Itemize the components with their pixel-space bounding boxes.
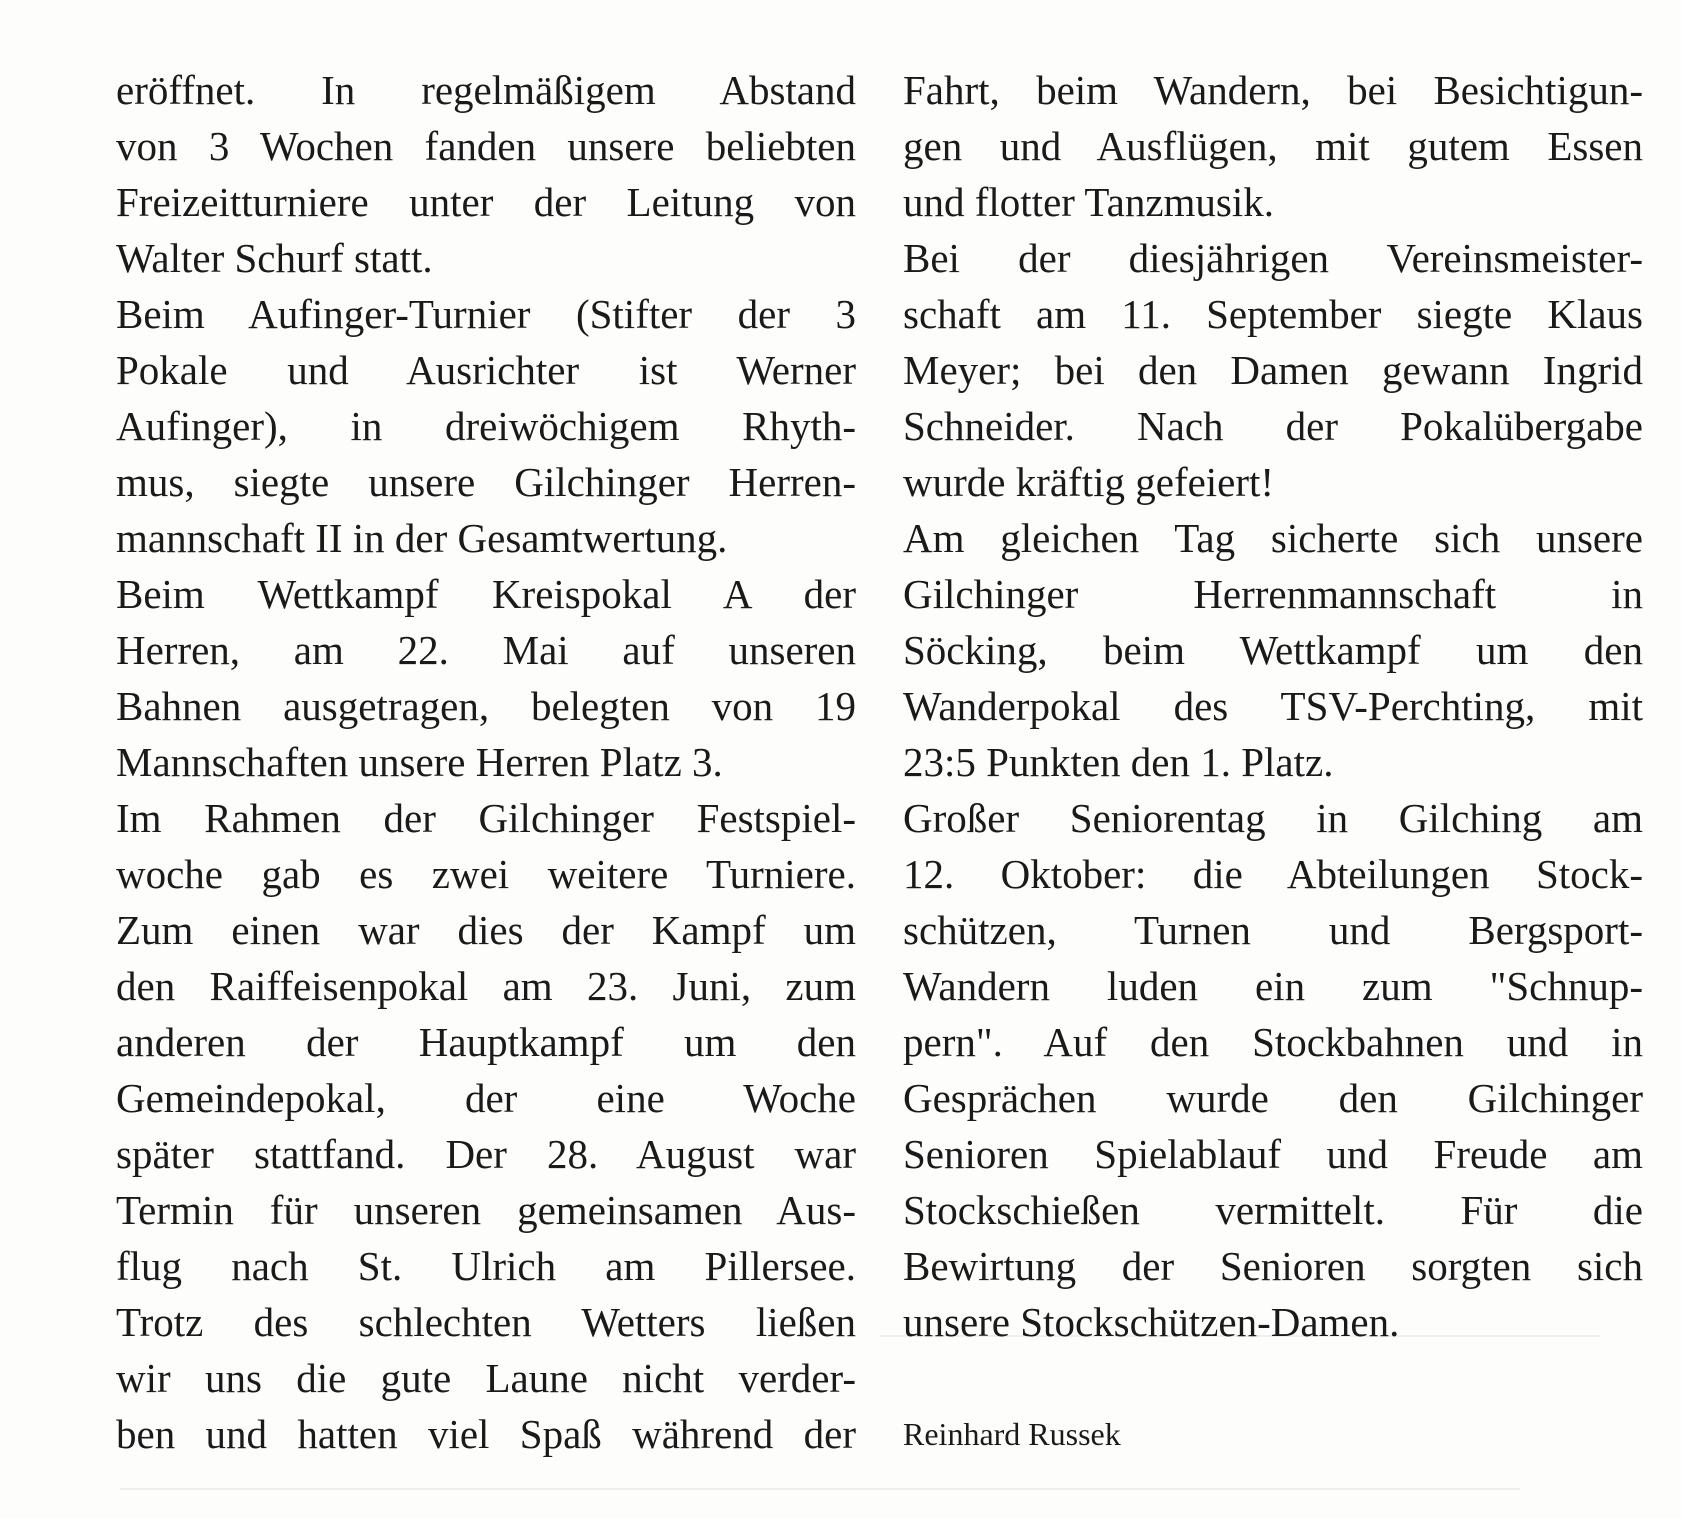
text-line: Am gleichen Tag sicherte sich unsere	[903, 515, 1643, 561]
right-text-column	[903, 62, 1643, 1462]
text-line: Schneider. Nach der Pokalübergabe	[903, 403, 1643, 449]
text-line: schaft am 11. September siegte Klaus	[903, 291, 1643, 337]
text-line: unsere Stockschützen-Damen.	[903, 1299, 1400, 1345]
text-line: Bei der diesjährigen Vereinsmeister-	[903, 235, 1643, 281]
text-line: Termin für unseren gemeinsamen Aus-	[116, 1187, 856, 1233]
text-line: pern". Auf den Stockbahnen und in	[903, 1019, 1643, 1065]
text-line: Walter Schurf statt.	[116, 235, 433, 281]
text-line: mus, siegte unsere Gilchinger Herren-	[116, 459, 856, 505]
text-line: Gemeindepokal, der eine Woche	[116, 1075, 856, 1121]
text-line: flug nach St. Ulrich am Pillersee.	[116, 1243, 856, 1289]
text-line: Pokale und Ausrichter ist Werner	[116, 347, 856, 393]
text-line: Wanderpokal des TSV-Perchting, mit	[903, 683, 1643, 729]
show-through-rule	[120, 1488, 1520, 1490]
right-column-lines	[903, 62, 1643, 1350]
text-line: Bahnen ausgetragen, belegten von 19	[116, 683, 856, 729]
text-line: später stattfand. Der 28. August war	[116, 1131, 856, 1177]
text-line: ben und hatten viel Spaß während der	[116, 1411, 856, 1457]
left-text-column	[116, 62, 856, 1462]
text-line: 23:5 Punkten den 1. Platz.	[903, 739, 1334, 785]
text-line: Meyer; bei den Damen gewann Ingrid	[903, 347, 1643, 393]
text-line: schützen, Turnen und Bergsport-	[903, 907, 1643, 953]
text-line: Bewirtung der Senioren sorgten sich	[903, 1243, 1643, 1289]
text-line: Beim Wettkampf Kreispokal A der	[116, 571, 856, 617]
text-line: Gesprächen wurde den Gilchinger	[903, 1075, 1643, 1121]
text-line: Stockschießen vermittelt. Für die	[903, 1187, 1643, 1233]
text-line: Beim Aufinger-Turnier (Stifter der 3	[116, 291, 856, 337]
text-line: woche gab es zwei weitere Turniere.	[116, 851, 856, 897]
text-line: anderen der Hauptkampf um den	[116, 1019, 856, 1065]
text-line: Herren, am 22. Mai auf unseren	[116, 627, 856, 673]
text-line: Fahrt, beim Wandern, bei Besichtigun-	[903, 67, 1643, 113]
text-line: Im Rahmen der Gilchinger Festspiel-	[116, 795, 856, 841]
text-line: 12. Oktober: die Abteilungen Stock-	[903, 851, 1643, 897]
text-line: mannschaft II in der Gesamtwertung.	[116, 515, 728, 561]
text-line: Wandern luden ein zum "Schnup-	[903, 963, 1643, 1009]
text-line: Zum einen war dies der Kampf um	[116, 907, 856, 953]
text-line: Mannschaften unsere Herren Platz 3.	[116, 739, 723, 785]
text-line: den Raiffeisenpokal am 23. Juni, zum	[116, 963, 856, 1009]
text-line: Söcking, beim Wettkampf um den	[903, 627, 1643, 673]
text-line: wurde kräftig gefeiert!	[903, 459, 1275, 505]
text-line: wir uns die gute Laune nicht verder-	[116, 1355, 856, 1401]
text-line: Aufinger), in dreiwöchigem Rhyth-	[116, 403, 856, 449]
text-line: eröffnet. In regelmäßigem Abstand	[116, 67, 856, 113]
text-line: gen und Ausflügen, mit gutem Essen	[903, 123, 1643, 169]
text-line: und flotter Tanzmusik.	[903, 179, 1275, 225]
text-line: Trotz des schlechten Wetters ließen	[116, 1299, 856, 1345]
blank-line	[903, 1350, 1643, 1406]
text-line: Freizeitturniere unter der Leitung von	[116, 179, 856, 225]
text-line: von 3 Wochen fanden unsere beliebten	[116, 123, 856, 169]
author-signature: Reinhard Russek	[903, 1416, 1121, 1452]
text-line: Gilchinger Herrenmannschaft in	[903, 571, 1643, 617]
text-line: Senioren Spielablauf und Freude am	[903, 1131, 1643, 1177]
text-line: Großer Seniorentag in Gilching am	[903, 795, 1643, 841]
